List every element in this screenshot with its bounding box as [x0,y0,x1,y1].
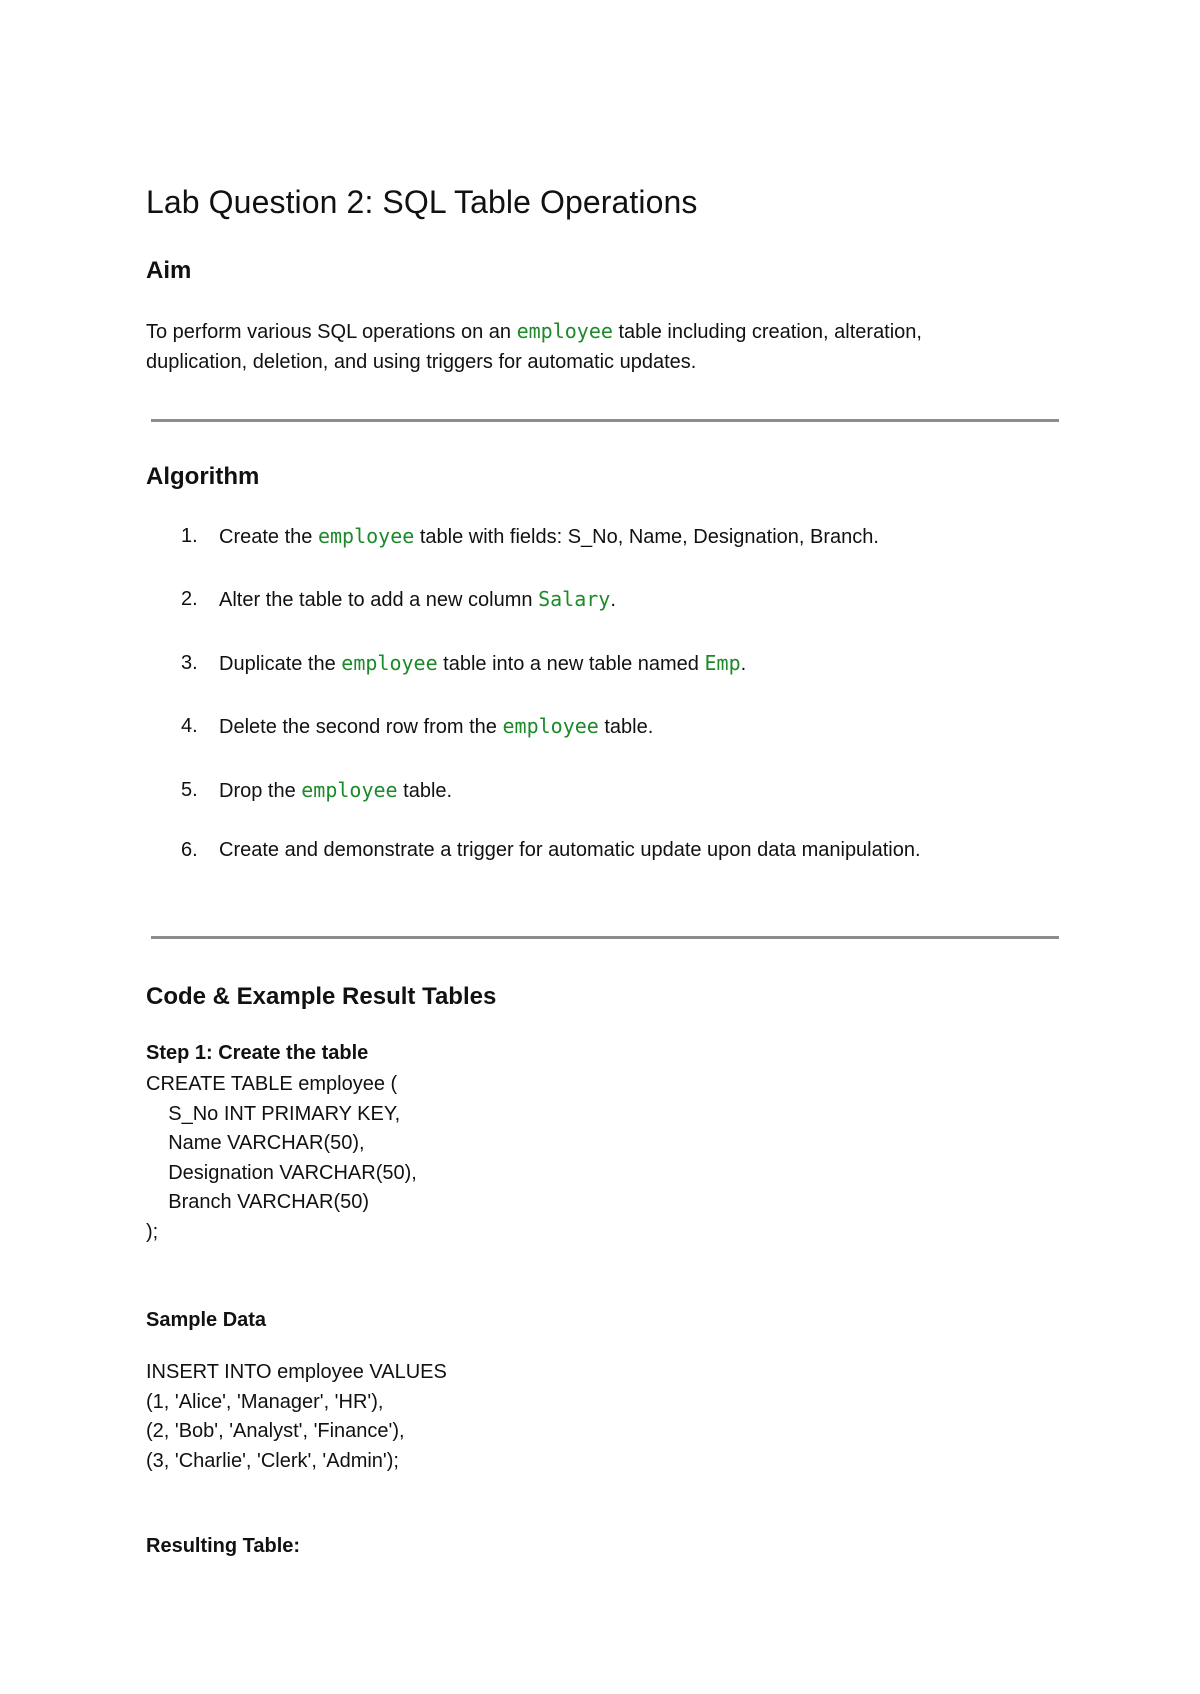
step-code: employee [317,524,415,548]
sample-data-code-block: INSERT INTO employee VALUES (1, 'Alice', 'Manager', 'HR'), (2, 'Bob', 'Analyst', 'Finance'), (3, 'Charlie', 'Clerk', 'Admin'); [146,1361,447,1472]
algorithm-heading: Algorithm [146,463,260,490]
divider-1 [151,419,1059,422]
resulting-table-heading: Resulting Table: [146,1535,301,1557]
aim-text-before: To perform various SQL operations on an [146,321,517,343]
step-text: Drop the [219,780,302,802]
step-code-2: Emp [704,651,741,675]
step-text-after: . [740,653,747,675]
aim-code-employee: employee [516,319,613,343]
aim-text [146,316,1046,377]
step-text-mid: table into a new table named [437,653,705,675]
aim-heading: Aim [146,257,192,284]
step-text: Create and demonstrate a trigger for automatic update upon data manipulation. [219,839,921,861]
step-code: Salary [538,587,611,611]
step-text-after: table. [397,780,453,802]
step-number: 6. [181,839,198,861]
step-code: employee [502,714,599,738]
aim-text-line2: duplication, deletion, and using triggers for automatic updates. [146,351,697,373]
step-text: Create the [219,526,318,548]
sample-data-heading: Sample Data [146,1309,267,1331]
step-text-after: . [610,589,616,611]
step1-code-block: CREATE TABLE employee ( S_No INT PRIMARY KEY, Name VARCHAR(50), Designation VARCHAR(50), Branch VARCHAR(50) ); [146,1073,417,1243]
code-section-heading: Code & Example Result Tables [146,983,497,1010]
page-title: Lab Question 2: SQL Table Operations [146,184,698,220]
step-number: 4. [181,715,198,737]
aim-text-after: table including creation, alteration, [612,321,922,343]
step-number: 5. [181,779,198,801]
divider-2 [151,936,1059,939]
step-number: 2. [181,588,198,610]
step1-heading: Step 1: Create the table [146,1042,369,1064]
step-text: Delete the second row from the [219,716,503,738]
step-text-after: table. [598,716,654,738]
step-number: 1. [181,525,198,547]
step-code: employee [301,778,398,802]
step-number: 3. [181,652,198,674]
step-code: employee [341,651,438,675]
step-text: Alter the table to add a new column [219,589,539,611]
step-text: Duplicate the [219,653,342,675]
step-text-after: table with fields: S_No, Name, Designation, Branch. [414,526,879,548]
